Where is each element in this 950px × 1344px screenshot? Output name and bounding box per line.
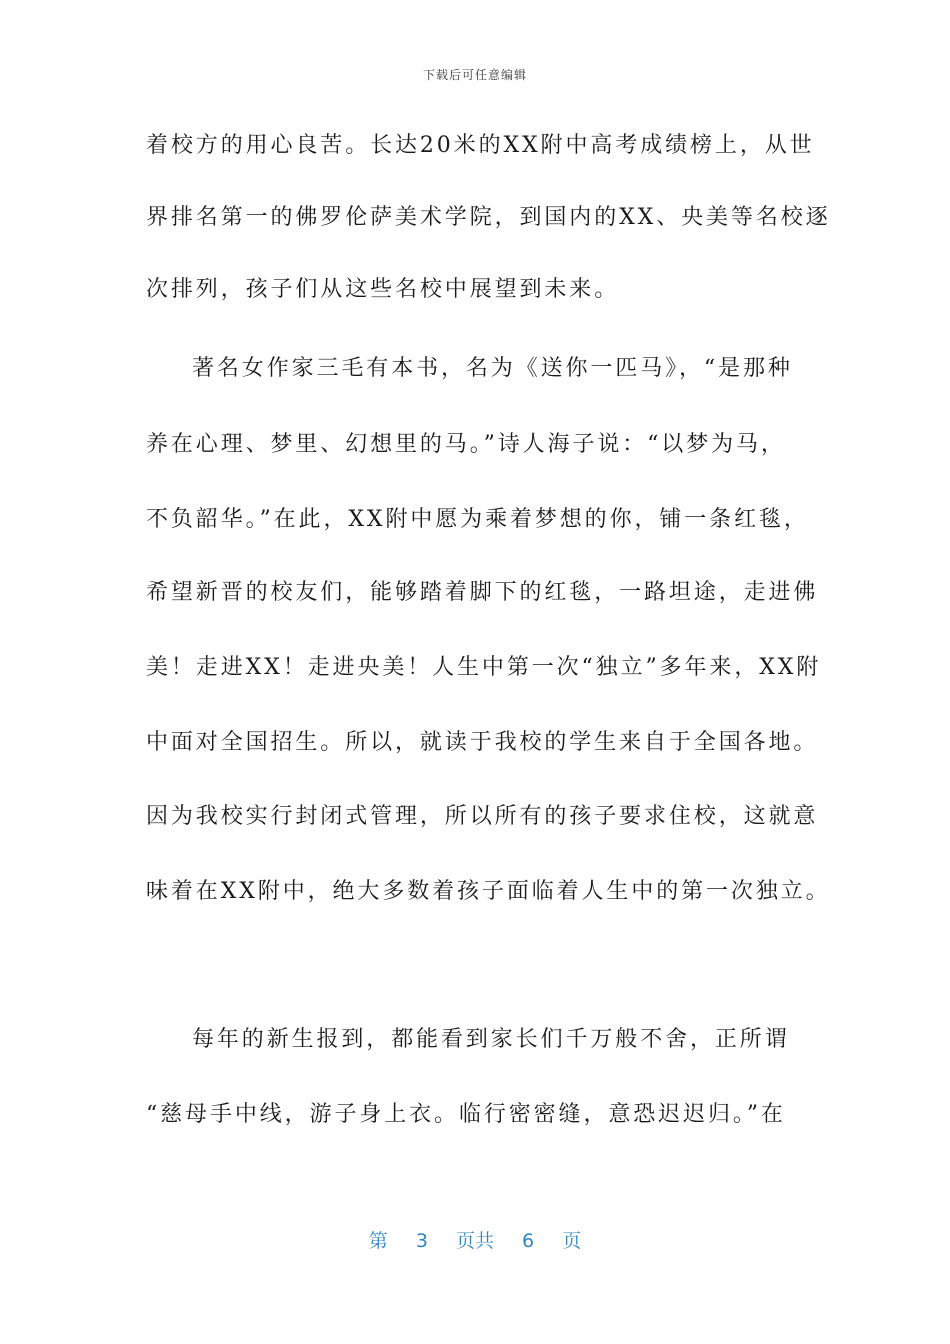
text-line: 美！走进XX！走进央美！人生中第一次“独立”多年来，XX附 (146, 655, 822, 680)
text-line: 味着在XX附中，绝大多数着孩子面临着人生中的第一次独立。 (146, 879, 831, 904)
footer-suffix: 页 (562, 1230, 582, 1252)
text-line: 不负韶华。”在此，XX附中愿为乘着梦想的你，铺一条红毯， (146, 507, 809, 532)
text-line: 因为我校实行封闭式管理，所以所有的孩子要求住校，这就意 (146, 804, 819, 829)
total-pages-number: 6 (522, 1230, 535, 1252)
footer-middle: 页共 (455, 1230, 494, 1252)
page-footer (0, 1226, 950, 1253)
text-line: 界排名第一的佛罗伦萨美术学院，到国内的XX、央美等名校逐 (146, 205, 831, 230)
text-line: 希望新晋的校友们，能够踏着脚下的红毯，一路坦途，走进佛 (146, 580, 819, 605)
text-line: 中面对全国招生。所以，就读于我校的学生来自于全国各地。 (146, 730, 819, 755)
text-line: “慈母手中线，游子身上衣。临行密密缝，意恐迟迟归。”在 (146, 1102, 786, 1127)
text-line: 养在心理、梦里、幻想里的马。”诗人海子说：“以梦为马， (146, 432, 786, 457)
paragraph-first-line: 每年的新生报到，都能看到家长们千万般不舍，正所谓 (192, 1027, 790, 1052)
current-page-number: 3 (415, 1230, 428, 1252)
text-line: 着校方的用心良苦。长达20米的XX附中高考成绩榜上，从世 (146, 133, 815, 158)
page-header: 下载后可任意编辑 (422, 68, 527, 82)
paragraph-first-line: 著名女作家三毛有本书，名为《送你一匹马》，“是那种 (192, 356, 793, 381)
text-line: 次排列，孩子们从这些名校中展望到未来。 (146, 277, 620, 302)
footer-prefix: 第 (368, 1230, 388, 1252)
